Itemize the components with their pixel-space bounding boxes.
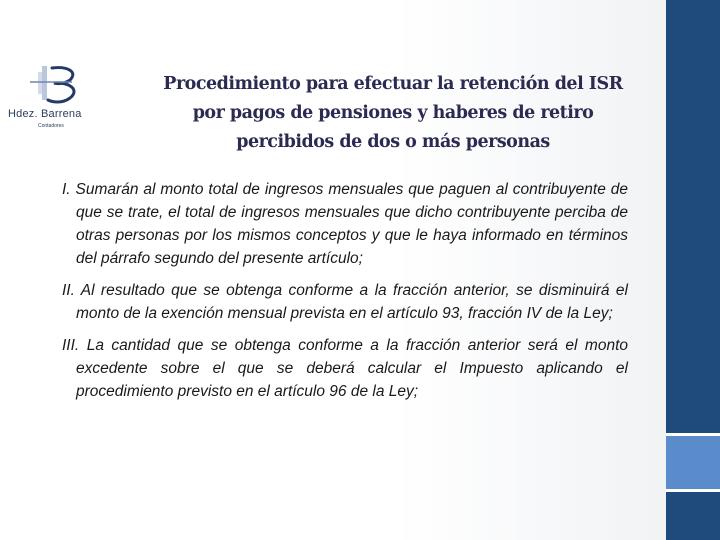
logo-name: Hdez. Barrena [8,108,82,120]
paragraph-fraccion-ii: II. Al resultado que se obtenga conforme a la fracción anterior, se disminuirá el monto de la exención mensual prevista en el artículo 93, fracción IV de la Ley; [62,282,628,322]
paragraph-fraccion-iii: III. La cantidad que se obtenga conforme a la fracción anterior será el monto excedente sobre el que se deberá calcular el Impuesto aplicando el procedimiento previsto en el artículo 96 de la Ley; [62,337,628,400]
sidebar-block-top [666,0,720,433]
logo-mark-icon [8,62,108,112]
paragraph-fraccion-i: I. Sumarán al monto total de ingresos mensuales que paguen al contribuyente de que se trate, el total de ingresos mensuales que dicho contribuyente perciba de otras personas por los mismos conceptos y que le haya informado en términos del párrafo segundo del presente artículo; [62,181,628,267]
decorative-sidebar [666,0,720,540]
sidebar-block-middle [666,436,720,489]
company-logo [8,62,108,130]
slide-body [62,178,628,412]
sidebar-block-bottom [666,492,720,540]
logo-subtitle: Contadores [38,123,64,129]
slide-title: Procedimiento para efectuar la retención del ISR por pagos de pensiones y haberes de retiro percibidos de dos o más personas [163,74,623,152]
